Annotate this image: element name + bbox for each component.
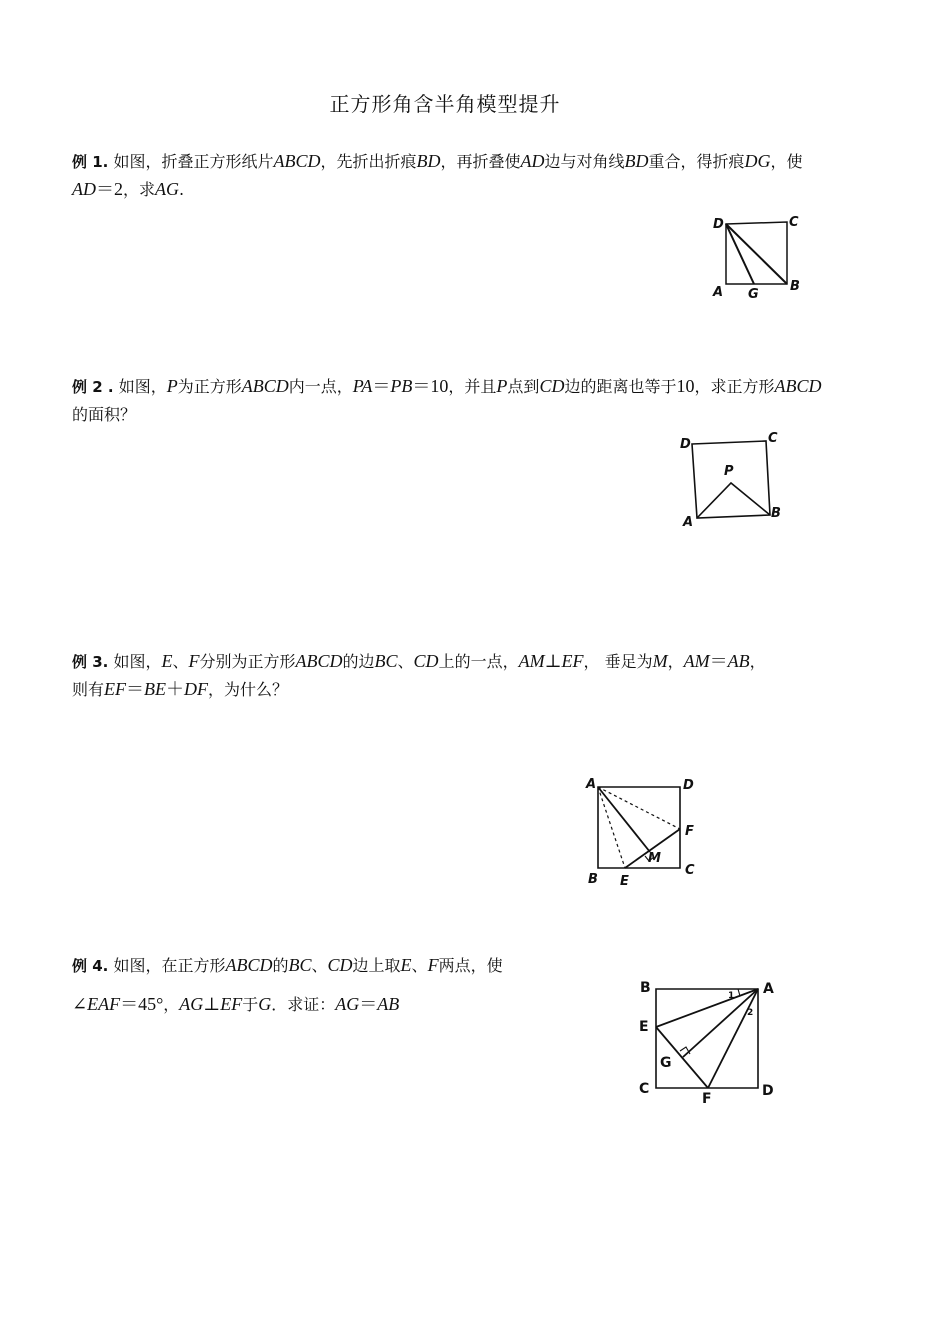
label-f: F [685, 824, 694, 839]
text: 点到 [507, 377, 540, 396]
example-4-figure [630, 975, 790, 1110]
math: CD [413, 651, 439, 671]
math: E [400, 955, 412, 975]
angle-arc-mark [738, 989, 747, 996]
example-1-figure [705, 208, 815, 303]
square [598, 787, 680, 868]
label-c: C [768, 431, 778, 446]
math: CD [327, 955, 353, 975]
text: ，为什么？ [208, 680, 289, 699]
math: AB [377, 994, 400, 1014]
text: 上的一点， [438, 652, 519, 671]
text: 内一点， [288, 377, 353, 396]
math: ABCD [225, 955, 273, 975]
label-a: A [763, 981, 774, 997]
math: PB [390, 376, 413, 396]
text: ．求证： [271, 995, 336, 1014]
text: 边与对角线 [544, 152, 625, 171]
math: ＝ [120, 994, 139, 1014]
math: ABCD [273, 151, 321, 171]
math: CD [539, 376, 565, 396]
math: AG [179, 994, 204, 1014]
segment-af [708, 989, 758, 1088]
math: BD [416, 151, 441, 171]
math: AM [518, 651, 545, 671]
label-d: D [713, 217, 724, 232]
math: AD [72, 179, 96, 199]
text: 如图， [118, 377, 167, 396]
text: ，求 [123, 180, 156, 199]
math: DF [184, 679, 209, 699]
text: 重合，得折痕 [648, 152, 745, 171]
example-1 [72, 148, 892, 203]
math: AG [335, 994, 360, 1014]
example-3 [72, 648, 892, 703]
math: ＝ [126, 679, 145, 699]
math: 45° [138, 994, 164, 1014]
math: EF [104, 679, 127, 699]
text: ，先折出折痕 [320, 152, 417, 171]
label-e: E [639, 1019, 649, 1035]
label-e: E [620, 874, 629, 889]
text: ， [749, 652, 766, 671]
math: ＝ [372, 376, 391, 396]
math: M [652, 651, 668, 671]
diagonal-bd [726, 224, 787, 284]
math: ABCD [241, 376, 289, 396]
text: 的 [272, 956, 289, 975]
text: 、 [311, 956, 328, 975]
math: E [161, 651, 173, 671]
text: 为正方形 [177, 377, 242, 396]
label-b: B [640, 980, 651, 996]
square [692, 441, 770, 518]
text: 两点，使 [438, 956, 503, 975]
math: ＋ [166, 679, 185, 699]
label-m: M [648, 851, 661, 866]
math: G [258, 994, 272, 1014]
label-d: D [683, 778, 694, 793]
segments-pa-pb [697, 483, 770, 518]
text: 如图，折叠正方形纸片 [113, 152, 274, 171]
example-3-label: 例 3. [72, 653, 109, 671]
math: EF [561, 651, 584, 671]
text: ，使 [770, 152, 803, 171]
label-c: C [685, 863, 695, 878]
math: ＝10 [412, 376, 449, 396]
segment-ag [683, 989, 758, 1057]
math: EF [220, 994, 243, 1014]
page-title: 正方形角含半角模型提升 [329, 92, 561, 116]
example-3-figure [580, 772, 705, 892]
label-a: A [713, 285, 724, 300]
crease-dg [726, 224, 754, 284]
math: ∠EAF [72, 994, 121, 1014]
math: 10 [676, 376, 695, 396]
math: PA [352, 376, 373, 396]
text: ，求正方形 [694, 377, 775, 396]
example-4 [72, 946, 632, 1024]
math: DG [744, 151, 771, 171]
text: 边上取 [352, 956, 401, 975]
label-b: B [771, 506, 781, 521]
math: ABCD [295, 651, 343, 671]
math: ＝ [359, 994, 378, 1014]
text: 于 [242, 995, 259, 1014]
math: ＝ [709, 651, 728, 671]
example-4-label: 例 4. [72, 957, 109, 975]
label-c: C [789, 215, 799, 230]
math: P [166, 376, 178, 396]
example-1-label: 例 1. [72, 153, 109, 171]
label-f: F [702, 1091, 712, 1107]
label-c: C [639, 1081, 650, 1097]
math: P [496, 376, 508, 396]
text: ， [163, 995, 180, 1014]
math: BC [374, 651, 398, 671]
text: 、 [411, 956, 428, 975]
text: ，并且 [448, 377, 497, 396]
segment-am [598, 787, 650, 852]
text: 如图，在正方形 [113, 956, 226, 975]
text: ， 垂足为 [583, 652, 653, 671]
math: F [427, 955, 439, 975]
math: ＝2 [96, 179, 123, 199]
label-d: D [680, 437, 691, 452]
label-d: D [762, 1083, 774, 1099]
text: 则有 [72, 680, 105, 699]
label-a: A [683, 515, 694, 530]
text: ， [667, 652, 684, 671]
math: ⊥ [544, 651, 562, 671]
text: 边的距离也等于 [564, 377, 677, 396]
math: ABCD [774, 376, 822, 396]
text: 分别为正方形 [199, 652, 296, 671]
text: 的边 [342, 652, 375, 671]
math: AG [155, 179, 180, 199]
math: F [188, 651, 200, 671]
label-p: P [724, 464, 734, 479]
math: BD [624, 151, 649, 171]
math: BC [288, 955, 312, 975]
math: ⊥ [203, 994, 221, 1014]
text: ，再折叠使 [440, 152, 521, 171]
text: . [179, 180, 185, 199]
label-g: G [660, 1055, 672, 1071]
math: AM [683, 651, 710, 671]
angle-label-1: 1 [728, 991, 735, 1001]
example-2-label: 例 2 . [72, 378, 114, 396]
math: AD [520, 151, 545, 171]
text: 、 [172, 652, 189, 671]
angle-label-2: 2 [747, 1008, 754, 1018]
label-g: G [748, 287, 759, 302]
label-b: B [790, 279, 800, 294]
label-b: B [588, 872, 598, 887]
math: BE [144, 679, 167, 699]
text: 、 [397, 652, 414, 671]
math: AB [727, 651, 750, 671]
example-2-figure [676, 428, 791, 533]
text: 如图， [113, 652, 162, 671]
text: 的面积？ [72, 405, 137, 424]
example-2 [72, 373, 892, 428]
label-a: A [586, 777, 597, 792]
